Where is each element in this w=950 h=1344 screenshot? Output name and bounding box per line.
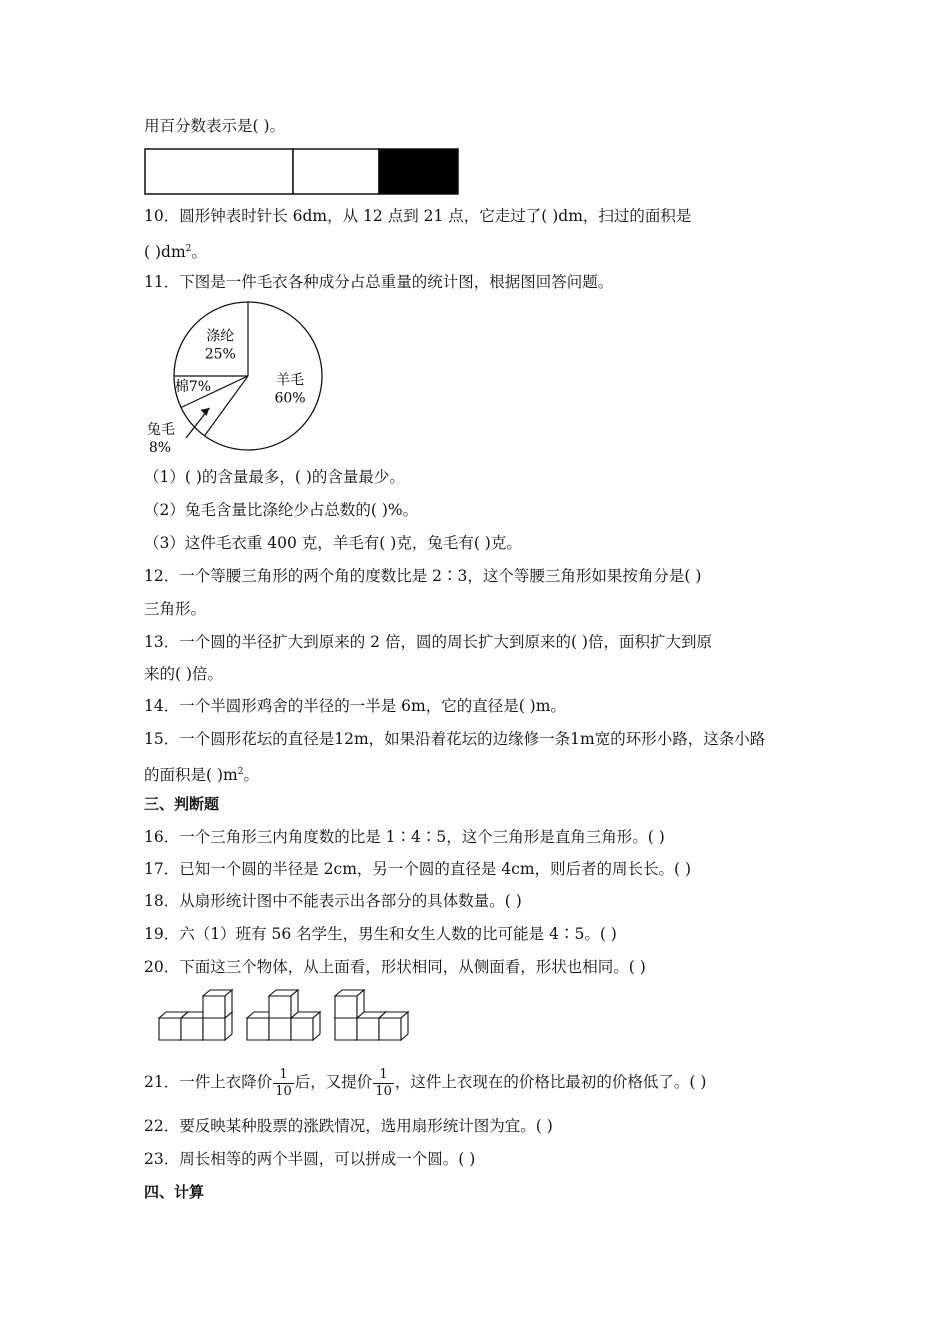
rect-part-2 — [293, 149, 379, 194]
frac-b-numerator: 1 — [373, 1067, 394, 1084]
q23-line: 23．周长相等的两个半圆，可以拼成一个圆。( ) — [144, 1150, 476, 1168]
fraction-1-10-a — [273, 1067, 294, 1100]
q11-intro: 11．下图是一件毛衣各种成分占总重量的统计图，根据图回答问题。 — [144, 273, 614, 291]
obj2-cube4-front — [269, 996, 291, 1018]
obj3-cube3-front — [379, 1018, 401, 1040]
q16-line: 16．一个三角形三内角度数的比是 1∶4∶5，这个三角形是直角三角形。( ) — [144, 828, 665, 846]
q11-sub2: （2）兔毛含量比涤纶少占总数的( )%。 — [144, 501, 419, 519]
obj1-cube1-front — [159, 1018, 181, 1040]
q21-text-a: 21．一件上衣降价 — [144, 1073, 273, 1091]
obj3-cube2-front — [357, 1018, 379, 1040]
q14-line: 14．一个半圆形鸡舍的半径的一半是 6m，它的直径是( )m。 — [144, 697, 566, 715]
q20-line: 20．下面这三个物体，从上面看，形状相同，从侧面看，形状也相同。( ) — [144, 958, 646, 976]
q13-line2: 来的( )倍。 — [144, 665, 224, 683]
pie-label-polyester-value: 25% — [204, 346, 236, 363]
rect-part-shaded — [379, 149, 458, 194]
q11-sub1: （1）( )的含量最多，( )的含量最少。 — [144, 468, 405, 486]
q11-sub3: （3）这件毛衣重 400 克，羊毛有( )克，兔毛有( )克。 — [144, 534, 522, 552]
section-4-heading: 四、计算 — [144, 1183, 205, 1201]
q21-text-b: 后，又提价 — [294, 1073, 373, 1091]
three-cube-objects-figure — [155, 988, 417, 1048]
q15-line1: 15．一个圆形花坛的直径是12m，如果沿着花坛的边缘修一条1m宽的环形小路，这条小路 — [144, 730, 766, 748]
obj1-cube3-front — [203, 1018, 225, 1040]
q13-line1: 13．一个圆的半径扩大到原来的 2 倍，圆的周长扩大到原来的( )倍，面积扩大到原 — [144, 633, 712, 651]
obj1-cube4-front — [203, 996, 225, 1018]
q19-line: 19．六（1）班有 56 名学生，男生和女生人数的比可能是 4∶5。( ) — [144, 925, 617, 943]
q10-line1: 10．圆形钟表时针长 6dm，从 12 点到 21 点，它走过了( )dm，扫过的面积是 — [144, 207, 692, 225]
q15-sup: 2 — [237, 767, 244, 777]
sweater-composition-pie-chart — [140, 300, 340, 460]
q10-sup: 2 — [185, 244, 192, 254]
q15-line2-a: 的面积是( )m — [144, 766, 238, 785]
pie-label-cotton: 棉7% — [174, 379, 212, 395]
section-3-heading: 三、判断题 — [144, 795, 220, 813]
fraction-1-10-b — [373, 1067, 394, 1100]
q10-line2-b: 。 — [191, 243, 207, 262]
frac-a-numerator: 1 — [273, 1067, 294, 1084]
q12-line2: 三角形。 — [144, 600, 207, 618]
q17-line: 17．已知一个圆的半径是 2cm，另一个圆的直径是 4cm，则后者的周长长。( ) — [144, 860, 692, 878]
rect-part-1 — [145, 149, 293, 194]
q21-text-c: ，这件上衣现在的价格比最初的价格低了。( ) — [394, 1073, 707, 1091]
q15-line2 — [144, 762, 259, 785]
obj1-cube2-front — [181, 1018, 203, 1040]
frac-a-denominator: 10 — [275, 1083, 292, 1099]
pie-label-rabbit-value: 8% — [148, 440, 172, 456]
q21-line — [144, 1064, 706, 1100]
pie-label-polyester-name: 涤纶 — [206, 328, 235, 345]
obj2-cube1-front — [247, 1018, 269, 1040]
q22-line: 22．要反映某种股票的涨跌情况，选用扇形统计图为宜。( ) — [144, 1117, 553, 1135]
obj2-cube3-front — [291, 1018, 313, 1040]
obj2-cube2-front — [269, 1018, 291, 1040]
pie-label-rabbit-name: 兔毛 — [147, 422, 175, 438]
pie-label-wool-name: 羊毛 — [276, 372, 305, 389]
pie-label-wool-value: 60% — [274, 390, 306, 407]
q10-line2 — [144, 239, 207, 262]
frac-b-denominator: 10 — [375, 1083, 392, 1099]
fraction-rectangle-figure — [144, 148, 460, 196]
obj3-cube4-front — [335, 996, 357, 1018]
q10-line2-a: ( )dm — [144, 243, 186, 262]
q18-line: 18．从扇形统计图中不能表示出各部分的具体数量。( ) — [144, 892, 522, 910]
obj3-cube1-front — [335, 1018, 357, 1040]
q15-line2-b: 。 — [243, 766, 259, 785]
q12-line1: 12．一个等腰三角形的两个角的度数比是 2∶3，这个等腰三角形如果按角分是( ) — [144, 567, 702, 585]
q9-line: 用百分数表示是( )。 — [144, 117, 286, 135]
